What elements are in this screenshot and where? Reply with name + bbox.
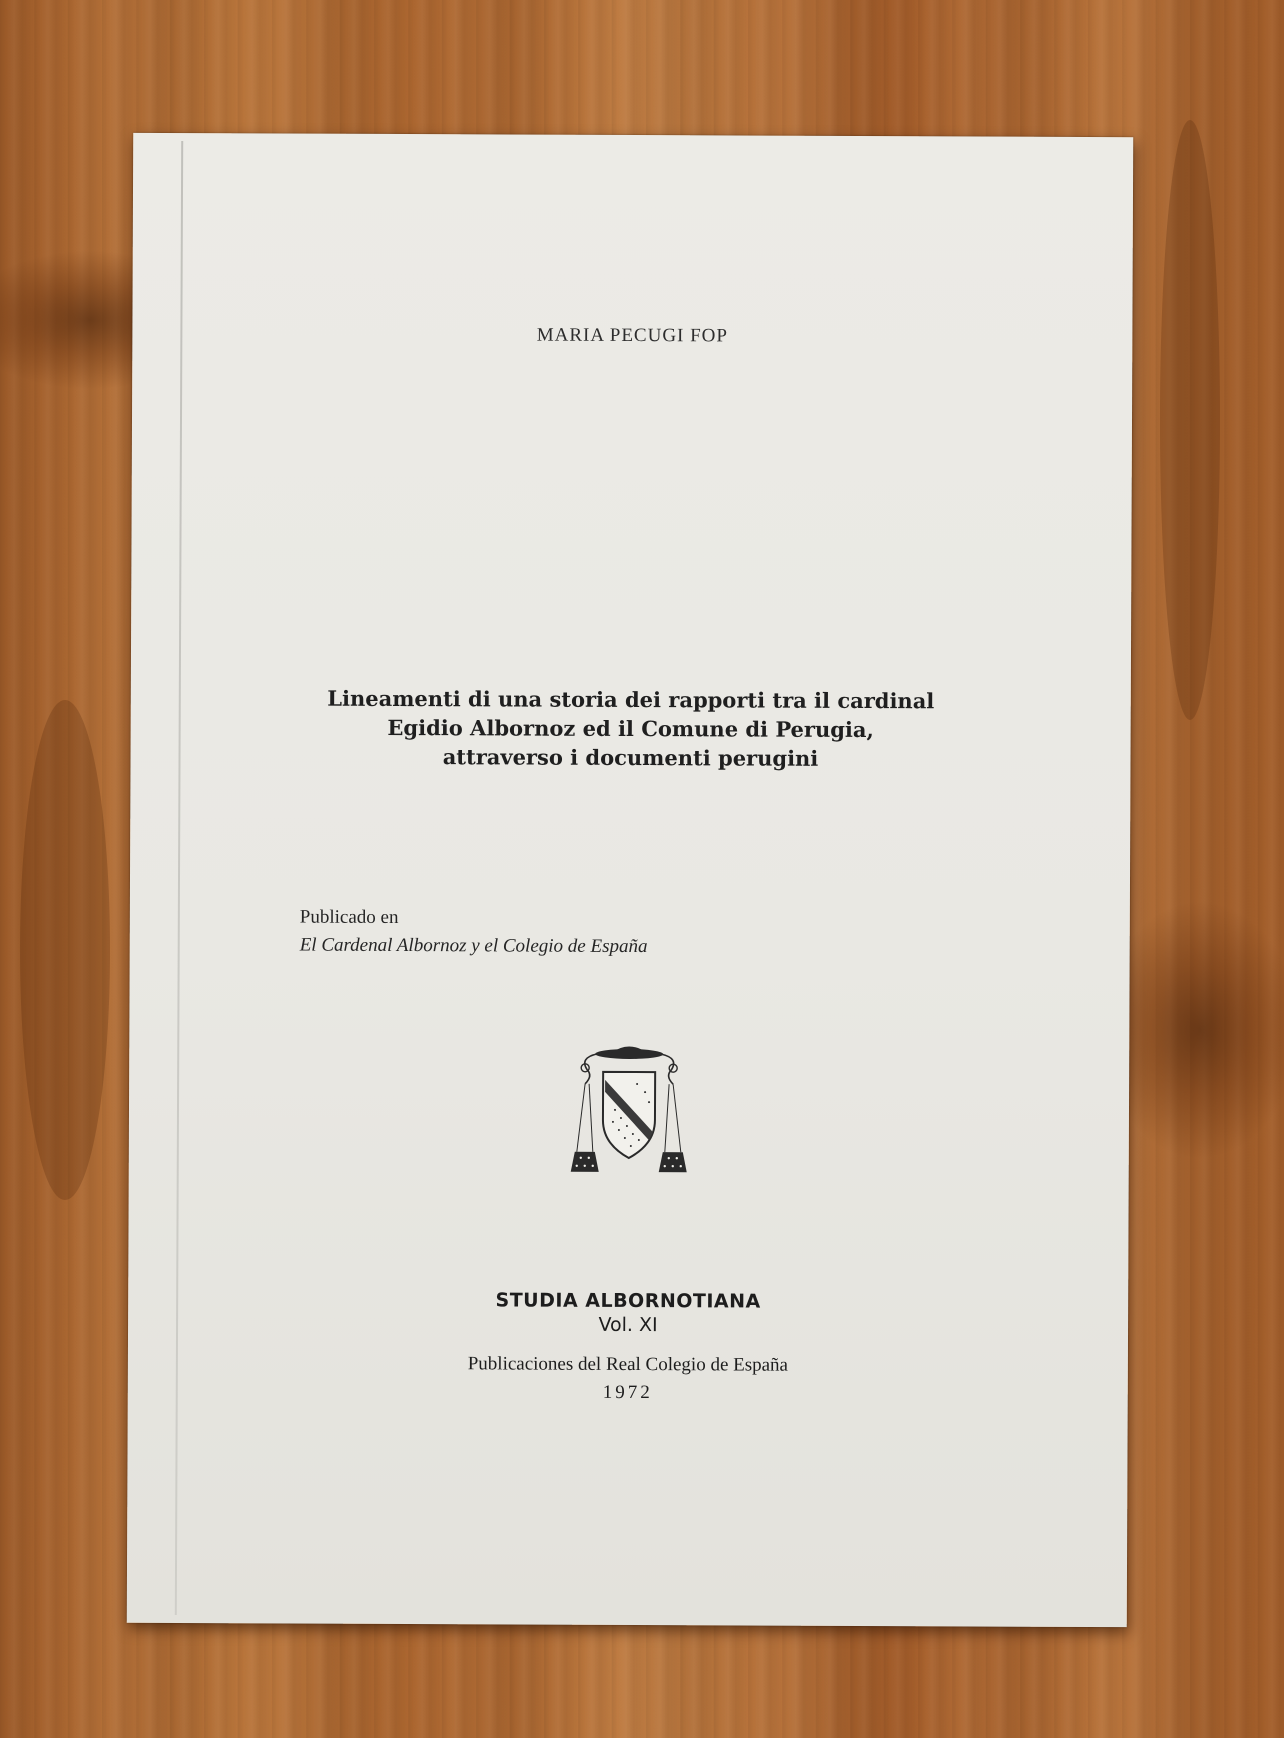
published-in: El Cardenal Albornoz y el Colegio de España (299, 934, 648, 958)
title-line: Egidio Albornoz ed il Comune di Perugia, (387, 714, 874, 743)
wood-grain (1160, 120, 1220, 720)
title-line: attraverso i documenti perugini (442, 744, 819, 771)
publication-note (300, 904, 648, 962)
book-title (130, 683, 1130, 774)
cardinal-coat-of-arms-icon (569, 1040, 690, 1186)
volume-number: Vol. XI (598, 1313, 658, 1337)
series-block (128, 1288, 1128, 1406)
author-name: MARIA PECUGI FOP (536, 324, 729, 347)
series-name: STUDIA ALBORNOTIANA (495, 1289, 761, 1313)
publication-year: 1972 (602, 1381, 653, 1404)
title-line: Lineamenti di una storia dei rapporti tra il cardinal (327, 685, 935, 714)
wood-grain (20, 700, 110, 1200)
publisher-name: Publicaciones del Real Colegio de España (467, 1353, 789, 1376)
booklet-cover (127, 133, 1133, 1627)
published-label: Publicado en (299, 906, 399, 928)
